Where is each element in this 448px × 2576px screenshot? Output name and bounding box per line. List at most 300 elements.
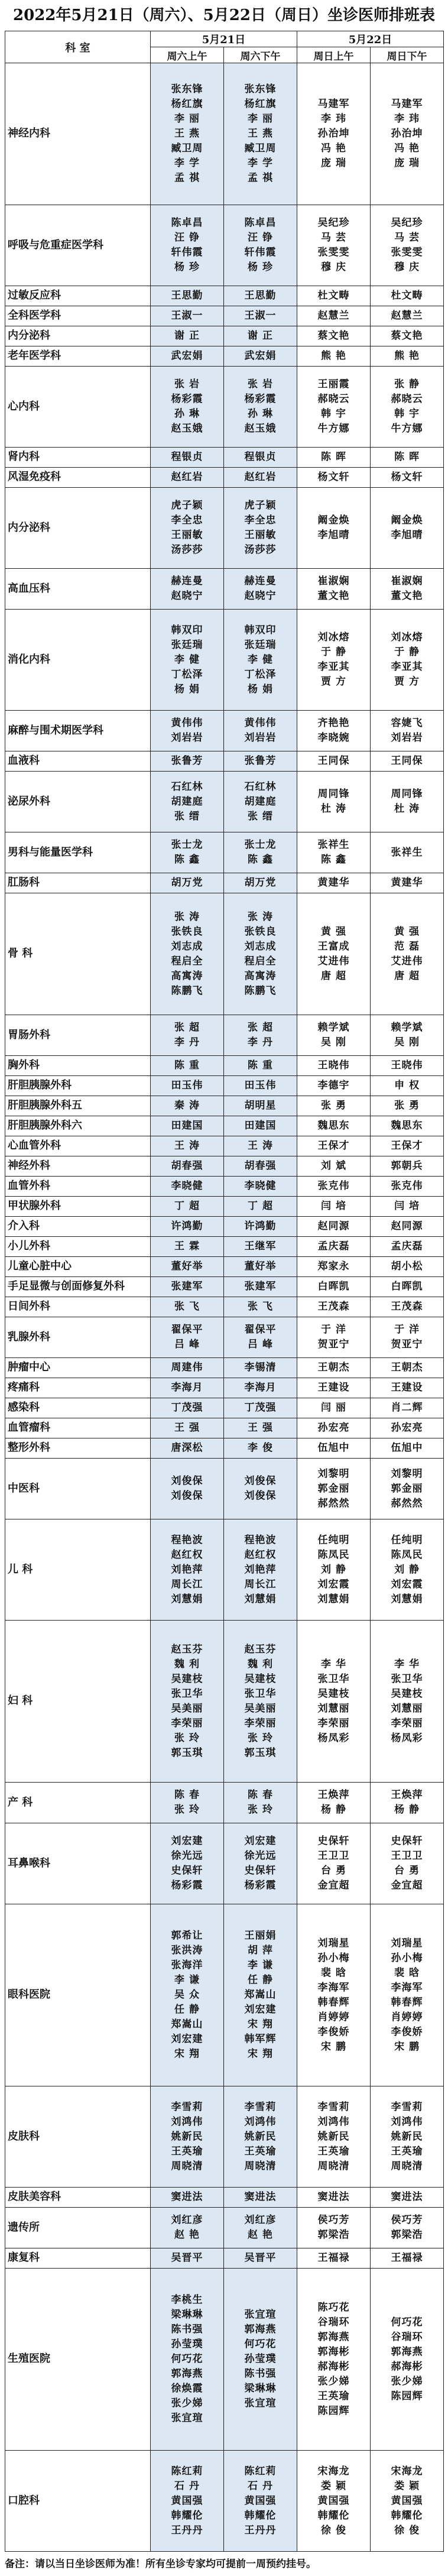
doctor-name: 董好举 (171, 1261, 203, 1272)
doctor-cell-sun-am (297, 1277, 371, 1297)
doctor-name: 台 勇 (394, 1865, 420, 1877)
doctor-cell-sat-am (151, 2269, 224, 2451)
doctor-name: 王焕萍 (317, 1789, 350, 1801)
doctor-cell-sat-pm (224, 367, 297, 448)
doctor-name: 李 健 (174, 653, 200, 666)
doctor-name: 王 涛 (248, 1140, 273, 1152)
doctor-cell-sun-am (297, 569, 371, 610)
department-name: 遗传所 (5, 2208, 151, 2248)
doctor-name: 熊 艳 (321, 350, 346, 362)
doctor-name: 吴纪珍 (317, 217, 350, 229)
doctor-name: 胡万党 (171, 877, 203, 889)
doctor-cell-sun-am (297, 488, 371, 569)
doctor-name: 孙治坤 (391, 128, 423, 140)
doctor-cell-sat-pm (224, 2248, 297, 2269)
doctor-name: 李 学 (248, 157, 273, 169)
doctor-name: 李 学 (174, 157, 200, 169)
doctor-name: 王焕萍 (391, 1789, 423, 1801)
doctor-name: 郝晓云 (317, 393, 350, 405)
doctor-cell-sun-pm (371, 2269, 444, 2451)
doctor-name: 杨 静 (321, 1804, 346, 1816)
doctor-name: 艾进伟 (317, 955, 350, 967)
doctor-name: 张廷瑞 (244, 639, 277, 651)
doctor-name: 王思勤 (171, 290, 203, 302)
department-name: 肾内科 (5, 448, 151, 468)
doctor-name: 张廷瑞 (171, 639, 203, 651)
doctor-name: 武宏娟 (171, 350, 203, 362)
doctor-cell-sun-pm (371, 1257, 444, 1277)
doctor-cell-sun-am (297, 1358, 371, 1378)
doctor-name: 陈 重 (248, 1059, 273, 1071)
department-name: 皮肤美容科 (5, 2188, 151, 2208)
doctor-cell-sun-am (297, 1136, 371, 1156)
department-name: 过敏反应科 (5, 286, 151, 306)
doctor-name: 李锡清 (244, 1362, 277, 1373)
doctor-cell-sun-pm (371, 1358, 444, 1378)
doctor-name: 丁 超 (248, 1200, 273, 1212)
table-row (5, 1136, 444, 1156)
doctor-name: 王朝杰 (317, 1362, 350, 1373)
footer-note: 备注：请以当日坐诊医师为准！所有坐诊专家均可提前一周预约挂号。 (5, 2558, 316, 2570)
doctor-name: 张雯雯 (317, 247, 350, 258)
table-row (5, 1459, 444, 1519)
doctor-name: 赖学斌 (317, 1022, 350, 1033)
doctor-name: 陈园辉 (391, 2390, 423, 2402)
doctor-name: 张 玲 (248, 1732, 273, 1744)
doctor-name: 李 谦 (248, 1959, 273, 1971)
doctor-cell-sat-pm (224, 1438, 297, 1459)
doctor-cell-sun-am (297, 1297, 371, 1317)
doctor-name: 刘志成 (171, 940, 203, 952)
doctor-name: 史保轩 (391, 1835, 423, 1847)
doctor-name: 刘瑞星 (317, 1937, 350, 1949)
doctor-name: 杨文轩 (317, 471, 350, 483)
doctor-name: 谢 正 (174, 330, 200, 342)
doctor-name: 王福禄 (391, 2252, 423, 2264)
doctor-name: 艾进伟 (391, 955, 423, 967)
doctor-name: 陈红莉 (171, 2465, 203, 2477)
doctor-cell-sat-am (151, 772, 224, 832)
table-row (5, 1056, 444, 1076)
doctor-name: 刘黎明 (391, 1467, 423, 1480)
doctor-name: 刘红彦 (244, 2214, 277, 2226)
doctor-name: 娄 颖 (321, 2480, 346, 2492)
doctor-name: 张 玲 (248, 1804, 273, 1816)
doctor-name: 刘 斌 (321, 1160, 346, 1172)
doctor-name: 田玉伟 (171, 1080, 203, 1091)
doctor-cell-sat-am (151, 1197, 224, 1217)
doctor-name: 高寓涛 (171, 970, 203, 982)
doctor-cell-sun-pm (371, 468, 444, 488)
doctor-cell-sat-am (151, 326, 224, 346)
doctor-cell-sun-am (297, 468, 371, 488)
doctor-cell-sat-pm (224, 2269, 297, 2451)
department-name: 小儿外科 (5, 1237, 151, 1257)
doctor-cell-sun-pm (371, 1015, 444, 1056)
doctor-name: 穆 庆 (394, 261, 420, 273)
doctor-name: 李俊娇 (317, 2026, 350, 2038)
doctor-name: 何巧花 (171, 2353, 203, 2365)
department-name: 风湿免疫科 (5, 468, 151, 488)
doctor-name: 许鸿勤 (171, 1220, 203, 1232)
doctor-name: 张 玲 (174, 1732, 200, 1744)
doctor-name: 张 飞 (174, 1301, 200, 1313)
doctor-name: 牛方娜 (317, 423, 350, 435)
doctor-name: 吴美丽 (244, 1702, 277, 1715)
table-row (5, 1257, 444, 1277)
table-row (5, 1358, 444, 1378)
doctor-name: 韩春辉 (317, 1996, 350, 2008)
doctor-name: 韩耀伦 (244, 2509, 277, 2522)
doctor-name: 郑嵩山 (244, 1989, 277, 2001)
doctor-name: 李 谦 (174, 1974, 200, 1986)
doctor-name: 贺亚宁 (391, 1339, 423, 1350)
doctor-cell-sat-am (151, 2188, 224, 2208)
doctor-cell-sat-pm (224, 468, 297, 488)
doctor-name: 杨红旗 (244, 98, 277, 110)
doctor-name: 徐光远 (244, 1850, 277, 1862)
doctor-cell-sun-pm (371, 2451, 444, 2552)
doctor-name: 刘慧娟 (244, 1593, 277, 1605)
table-row (5, 346, 444, 367)
table-row (5, 1237, 444, 1257)
doctor-cell-sat-am (151, 346, 224, 367)
doctor-name: 张 飞 (248, 1301, 273, 1313)
doctor-name: 王英瑜 (391, 2145, 423, 2157)
doctor-name: 李 健 (248, 653, 273, 666)
doctor-name: 杨文轩 (391, 471, 423, 483)
doctor-cell-sun-am (297, 1398, 371, 1418)
table-row (5, 569, 444, 610)
doctor-name: 唐 超 (394, 970, 420, 982)
doctor-name: 李海军 (391, 1981, 423, 1994)
table-row (5, 286, 444, 306)
doctor-name: 张东锋 (171, 83, 203, 95)
doctor-name: 于 静 (321, 646, 346, 658)
session-header-sat-am: 周六上午 (151, 47, 224, 63)
doctor-cell-sat-am (151, 893, 224, 1015)
doctor-name: 张海洋 (171, 1959, 203, 1971)
doctor-name: 王 霖 (174, 1240, 200, 1252)
doctor-name: 赵玉娥 (171, 423, 203, 435)
doctor-cell-sun-pm (371, 1197, 444, 1217)
doctor-name: 赵红岩 (171, 471, 203, 483)
doctor-name: 任 静 (174, 2004, 200, 2016)
doctor-cell-sun-am (297, 205, 371, 286)
department-name: 高血压科 (5, 569, 151, 610)
doctor-name: 陈 晖 (394, 451, 420, 463)
doctor-cell-sat-am (151, 1297, 224, 1317)
doctor-name: 窦进法 (171, 2191, 203, 2203)
doctor-name: 孙小梅 (391, 1952, 423, 1964)
doctor-name: 范 磊 (394, 940, 420, 952)
doctor-cell-sun-am (297, 751, 371, 772)
department-name: 心血管外科 (5, 1136, 151, 1156)
doctor-name: 丁茂强 (171, 1402, 203, 1414)
doctor-cell-sat-am (151, 610, 224, 711)
doctor-name: 冯 艳 (321, 142, 346, 154)
doctor-cell-sat-pm (224, 873, 297, 893)
doctor-name: 赵同源 (391, 1220, 423, 1232)
doctor-name: 张建军 (244, 1281, 277, 1292)
doctor-name: 李 丽 (248, 113, 273, 125)
table-row (5, 711, 444, 751)
doctor-name: 魏 利 (248, 1658, 273, 1670)
doctor-name: 梁琳琳 (244, 2383, 277, 2394)
doctor-name: 王丹丹 (244, 2524, 277, 2536)
table-row (5, 832, 444, 873)
table-row (5, 1438, 444, 1459)
doctor-name: 陈 晖 (321, 451, 346, 463)
doctor-name: 陈书强 (244, 2368, 277, 2380)
doctor-name: 刘黎明 (317, 1467, 350, 1480)
table-row (5, 1317, 444, 1358)
doctor-name: 郑嵩山 (171, 2018, 203, 2030)
doctor-name: 田建国 (171, 1120, 203, 1132)
doctor-name: 郭朝兵 (391, 1160, 423, 1172)
doctor-name: 郭海燕 (244, 2324, 277, 2335)
doctor-name: 刘慧娟 (391, 1593, 423, 1605)
doctor-name: 黄建华 (391, 877, 423, 889)
doctor-cell-sun-pm (371, 751, 444, 772)
doctor-name: 石 丹 (174, 2480, 200, 2492)
doctor-name: 刘艳萍 (244, 1563, 277, 1576)
doctor-name: 孙治坤 (317, 128, 350, 140)
doctor-name: 王英瑜 (171, 2145, 203, 2157)
doctor-name: 郭玉琪 (171, 1747, 203, 1759)
doctor-name: 张 勇 (321, 1100, 346, 1112)
doctor-name: 韩双印 (171, 624, 203, 636)
doctor-cell-sun-am (297, 1823, 371, 1904)
table-row (5, 1621, 444, 1783)
doctor-name: 赖学斌 (391, 1022, 423, 1033)
doctor-name: 翟保平 (171, 1324, 203, 1336)
doctor-name: 韩双印 (244, 624, 277, 636)
doctor-cell-sat-am (151, 448, 224, 468)
doctor-name: 刘俊保 (171, 1475, 203, 1487)
department-name: 手足显微与创面修复外科 (5, 1277, 151, 1297)
doctor-name: 丁茂强 (244, 1402, 277, 1414)
department-name: 整形外科 (5, 1438, 151, 1459)
department-name: 老年医学科 (5, 346, 151, 367)
doctor-name: 冯 艳 (394, 142, 420, 154)
doctor-name: 吴建枝 (317, 1687, 350, 1700)
doctor-name: 吴建枝 (244, 1673, 277, 1685)
doctor-name: 刘慧娟 (317, 1593, 350, 1605)
doctor-name: 梁琳琳 (171, 2309, 203, 2321)
doctor-name: 赵红岩 (244, 471, 277, 483)
doctor-name: 李雪莉 (391, 2101, 423, 2113)
doctor-name: 刘志成 (244, 940, 277, 952)
doctor-name: 周长江 (244, 1578, 277, 1590)
doctor-name: 王丽娟 (244, 1930, 277, 1942)
doctor-name: 韩耀伦 (391, 2509, 423, 2522)
department-name: 介入科 (5, 1217, 151, 1237)
department-name: 肝胆胰腺外科五 (5, 1096, 151, 1116)
doctor-name: 李桃生 (171, 2294, 203, 2306)
doctor-name: 孙小梅 (317, 1952, 350, 1964)
doctor-cell-sat-am (151, 468, 224, 488)
doctor-cell-sun-am (297, 346, 371, 367)
doctor-name: 窦进法 (244, 2191, 277, 2203)
doctor-name: 李全忠 (171, 514, 203, 526)
doctor-name: 张士龙 (171, 839, 203, 851)
doctor-name: 吴晋平 (171, 2252, 203, 2264)
doctor-name: 杜 涛 (394, 803, 420, 815)
doctor-name: 张 涛 (174, 910, 200, 923)
department-name: 骨 科 (5, 893, 151, 1015)
doctor-cell-sun-pm (371, 1297, 444, 1317)
doctor-name: 周晓清 (244, 2160, 277, 2172)
doctor-name: 吴 众 (174, 1989, 200, 2001)
doctor-name: 宋 翔 (248, 2048, 273, 2060)
doctor-name: 李荣丽 (244, 1717, 277, 1729)
doctor-name: 刘岩岩 (171, 732, 203, 744)
doctor-name: 李雪莉 (317, 2101, 350, 2113)
doctor-name: 李海月 (244, 1382, 277, 1394)
doctor-name: 周建伟 (171, 1362, 203, 1373)
doctor-name: 王丹丹 (171, 2524, 203, 2536)
doctor-cell-sun-pm (371, 286, 444, 306)
doctor-cell-sat-pm (224, 2208, 297, 2248)
doctor-name: 张宜瑄 (244, 2309, 277, 2321)
doctor-cell-sat-pm (224, 772, 297, 832)
doctor-name: 刘红彦 (171, 2214, 203, 2226)
doctor-name: 孟庆磊 (317, 1240, 350, 1252)
doctor-name: 张克伟 (391, 1180, 423, 1192)
doctor-name: 刘鸿伟 (391, 2115, 423, 2128)
doctor-name: 吕 峰 (174, 1339, 200, 1350)
doctor-name: 孙 琳 (174, 408, 200, 420)
doctor-name: 任纯明 (317, 1534, 350, 1546)
doctor-name: 王晓伟 (317, 1059, 350, 1071)
doctor-name: 何巧花 (244, 2338, 277, 2350)
doctor-name: 任纯明 (391, 1534, 423, 1546)
doctor-cell-sun-am (297, 2269, 371, 2451)
doctor-name: 郭希让 (171, 1930, 203, 1942)
doctor-cell-sat-pm (224, 1096, 297, 1116)
doctor-name: 娄 颖 (394, 2480, 420, 2492)
schedule-table (5, 31, 444, 2552)
doctor-name: 申 权 (394, 1080, 420, 1091)
table-row (5, 1277, 444, 1297)
doctor-cell-sat-am (151, 1438, 224, 1459)
doctor-name: 杨 静 (394, 1804, 420, 1816)
doctor-cell-sun-am (297, 448, 371, 468)
doctor-name: 王思勤 (244, 290, 277, 302)
doctor-name: 黄 强 (394, 925, 420, 938)
doctor-name: 张鲁芳 (244, 755, 277, 767)
doctor-cell-sat-pm (224, 711, 297, 751)
doctor-name: 高寓涛 (244, 970, 277, 982)
department-name: 神经内科 (5, 63, 151, 205)
department-name: 肝胆胰腺外科六 (5, 1116, 151, 1136)
doctor-name: 于 静 (394, 646, 420, 658)
doctor-name: 马建军 (391, 98, 423, 110)
doctor-name: 王富成 (317, 940, 350, 952)
doctor-name: 孟 祺 (248, 172, 273, 184)
doctor-name: 蔡文艳 (317, 330, 350, 342)
doctor-cell-sat-am (151, 1217, 224, 1237)
doctor-name: 陈 鑫 (321, 854, 346, 866)
doctor-cell-sat-pm (224, 1317, 297, 1358)
doctor-name: 于 洋 (394, 1324, 420, 1336)
doctor-name: 翟保平 (244, 1324, 277, 1336)
doctor-name: 石 丹 (248, 2480, 273, 2492)
doctor-name: 李亚其 (317, 661, 350, 673)
doctor-name: 陈园辉 (317, 2405, 350, 2417)
doctor-name: 郭海彬 (317, 2345, 350, 2358)
doctor-name: 张宜瑄 (171, 2412, 203, 2424)
doctor-name: 郭金丽 (317, 1482, 350, 1495)
doctor-cell-sat-pm (224, 610, 297, 711)
doctor-cell-sun-am (297, 1217, 371, 1237)
doctor-name: 李俊娇 (391, 2026, 423, 2038)
doctor-cell-sun-pm (371, 2086, 444, 2188)
doctor-cell-sat-am (151, 488, 224, 569)
doctor-cell-sat-am (151, 1156, 224, 1177)
doctor-name: 金宜超 (391, 1880, 423, 1891)
doctor-name: 田建国 (244, 1120, 277, 1132)
table-row (5, 1177, 444, 1197)
doctor-name: 姚新民 (391, 2130, 423, 2143)
doctor-name: 周晓清 (171, 2160, 203, 2172)
department-name: 血管外科 (5, 1177, 151, 1197)
doctor-cell-sat-am (151, 2086, 224, 2188)
doctor-name: 陈 鑫 (174, 854, 200, 866)
doctor-name: 吴 刚 (321, 1036, 346, 1048)
doctor-name: 张建军 (171, 1281, 203, 1292)
doctor-cell-sun-pm (371, 346, 444, 367)
doctor-name: 刘岩岩 (244, 732, 277, 744)
doctor-cell-sat-pm (224, 1783, 297, 1823)
doctor-cell-sun-am (297, 2451, 371, 2552)
doctor-name: 王 涛 (174, 1140, 200, 1152)
department-name: 血液科 (5, 751, 151, 772)
doctor-cell-sun-am (297, 1378, 371, 1398)
doctor-name: 杨红旗 (171, 98, 203, 110)
doctor-name: 张卫华 (244, 1687, 277, 1700)
doctor-name: 杨凤彩 (317, 1732, 350, 1744)
doctor-name: 庞 瑞 (321, 157, 346, 169)
table-row (5, 1076, 444, 1096)
doctor-name: 陈红莉 (244, 2465, 277, 2477)
doctor-name: 肖婷婷 (391, 2011, 423, 2023)
doctor-cell-sun-pm (371, 326, 444, 346)
doctor-name: 程艳波 (244, 1534, 277, 1546)
department-name: 胃肠外科 (5, 1015, 151, 1056)
doctor-name: 臧卫周 (171, 142, 203, 154)
doctor-name: 王丽霞 (317, 378, 350, 390)
doctor-name: 唐 超 (321, 970, 346, 982)
doctor-name: 程银贞 (244, 451, 277, 463)
doctor-name: 刘冰熔 (317, 631, 350, 643)
doctor-name: 杨彩霞 (244, 393, 277, 405)
doctor-name: 陈巧花 (317, 2301, 350, 2313)
doctor-name: 韩春辉 (391, 1996, 423, 2008)
doctor-name: 汤莎莎 (244, 544, 277, 556)
doctor-name: 张祥生 (317, 839, 350, 851)
doctor-name: 蔡文艳 (391, 330, 423, 342)
doctor-name: 张 涛 (248, 910, 273, 923)
doctor-name: 胡万党 (244, 877, 277, 889)
doctor-name: 孙 琳 (248, 408, 273, 420)
doctor-cell-sun-pm (371, 1237, 444, 1257)
doctor-cell-sun-pm (371, 1156, 444, 1177)
doctor-cell-sun-pm (371, 488, 444, 569)
doctor-cell-sat-pm (224, 1297, 297, 1317)
doctor-name: 韩军辉 (244, 2033, 277, 2045)
